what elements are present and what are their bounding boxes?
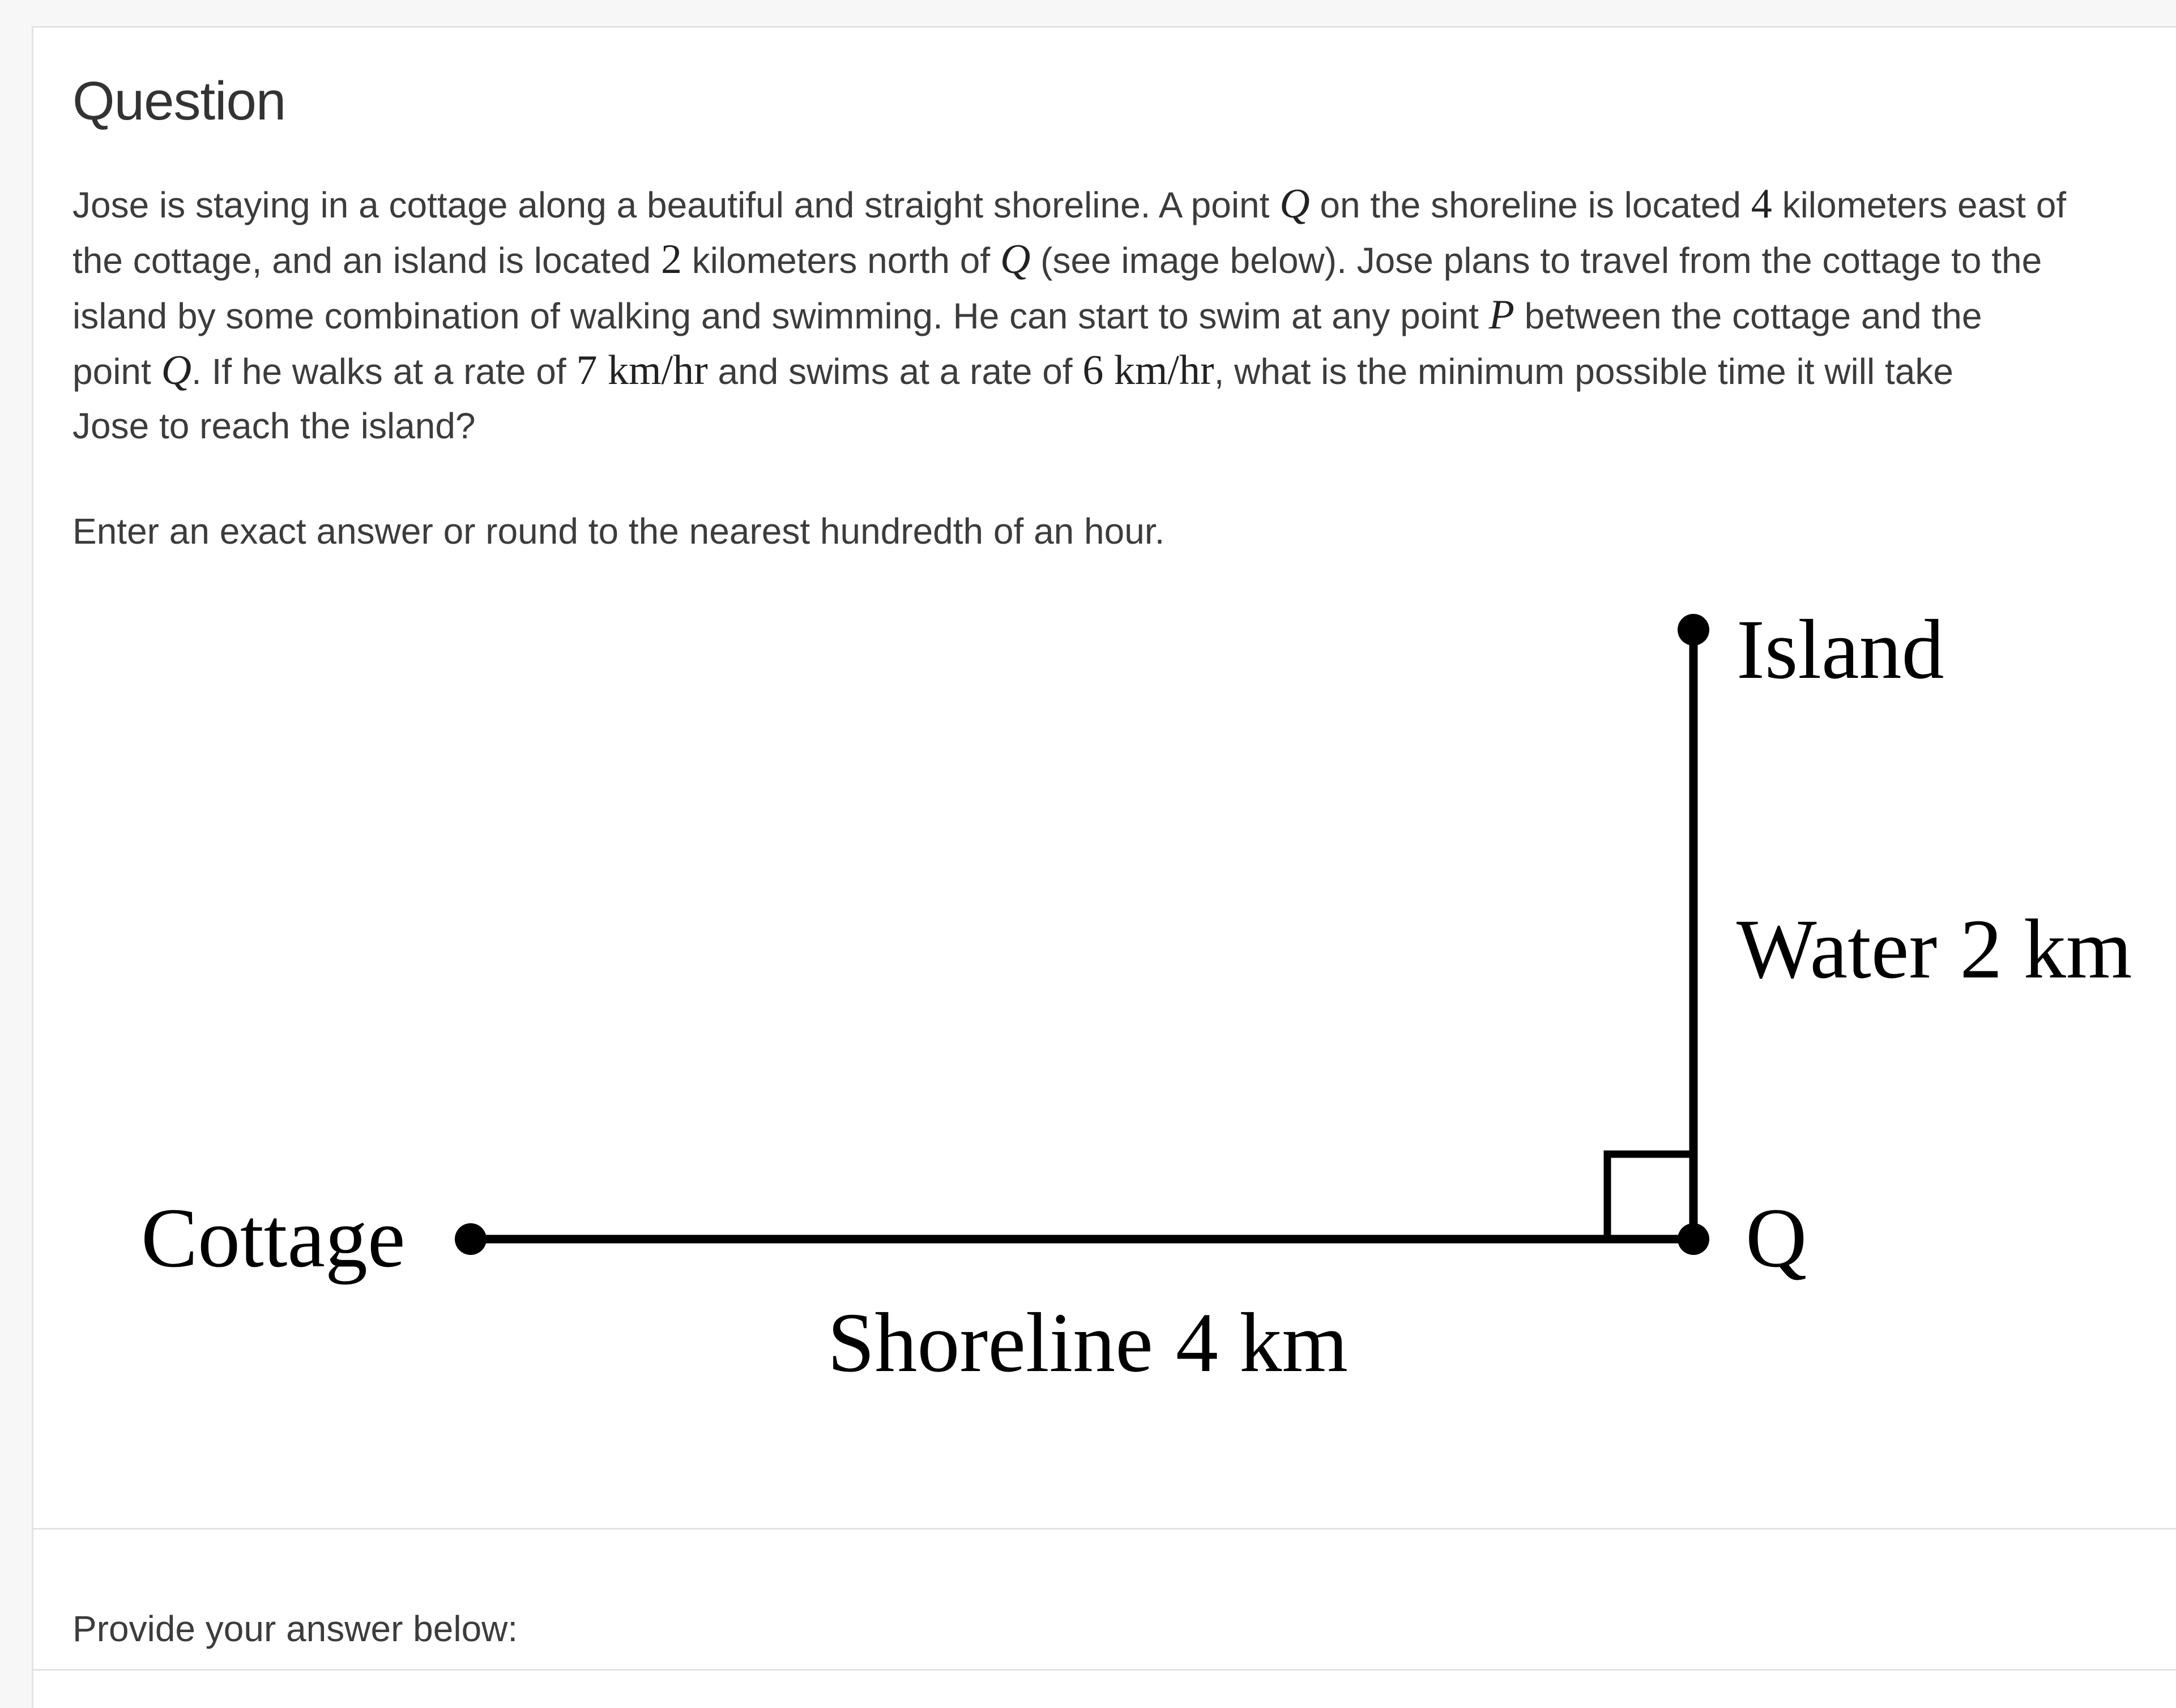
math-q: Q — [1000, 236, 1031, 283]
shoreline-distance: 4 km — [1175, 1296, 1349, 1390]
question-card — [32, 26, 2176, 1708]
q-label: Q — [1746, 1191, 1807, 1285]
text-segment: . If he walks at a rate of — [191, 351, 577, 392]
text-segment: kilometers east of — [1772, 185, 2067, 225]
island-point — [1678, 614, 1709, 646]
text-segment: Jose is staying in a cottage along a beautiful and straight shoreline. A point — [72, 185, 1280, 225]
water-distance: 2 km — [1960, 902, 2132, 996]
answer-divider-top — [33, 1528, 2176, 1530]
answer-prompt: Provide your answer below: — [72, 1608, 518, 1649]
math-p: P — [1488, 292, 1514, 338]
answer-divider-bottom — [33, 1669, 2176, 1671]
water-word: Water — [1736, 902, 1938, 996]
math-4: 4 — [1751, 181, 1772, 227]
text-segment: between the cottage and the — [1514, 296, 1982, 336]
cottage-label: Cottage — [141, 1191, 406, 1285]
shoreline-word: Shoreline — [827, 1296, 1153, 1390]
math-walk-rate: 7 km/hr — [576, 347, 708, 394]
cottage-point — [455, 1223, 487, 1255]
text-segment: (see image below). Jose plans to travel from the cottage to the — [1030, 240, 2042, 281]
q-point — [1678, 1223, 1709, 1255]
instruction-text: Enter an exact answer or round to the nearest hundredth of an hour. — [72, 511, 1165, 552]
text-segment: Jose to reach the island? — [72, 405, 476, 446]
shoreline-label — [827, 1296, 1348, 1390]
water-label — [1736, 902, 2132, 996]
text-segment: kilometers north of — [681, 240, 1000, 281]
math-q: Q — [1279, 181, 1310, 227]
text-segment: island by some combination of walking and swimming. He can start to swim at any point — [72, 296, 1489, 336]
right-angle-marker — [1607, 1154, 1693, 1239]
text-segment: on the shoreline is located — [1309, 185, 1751, 225]
math-q: Q — [161, 347, 192, 394]
island-label: Island — [1736, 603, 1944, 697]
text-segment: point — [72, 351, 161, 392]
math-swim-rate: 6 km/hr — [1082, 347, 1214, 394]
math-2: 2 — [660, 236, 682, 283]
text-segment: and swims at a rate of — [707, 351, 1083, 392]
text-segment: , what is the minimum possible time it will take — [1214, 351, 1953, 392]
question-title: Question — [72, 71, 286, 131]
shoreline-diagram — [33, 28, 2176, 1708]
text-segment: the cottage, and an island is located — [72, 240, 661, 281]
